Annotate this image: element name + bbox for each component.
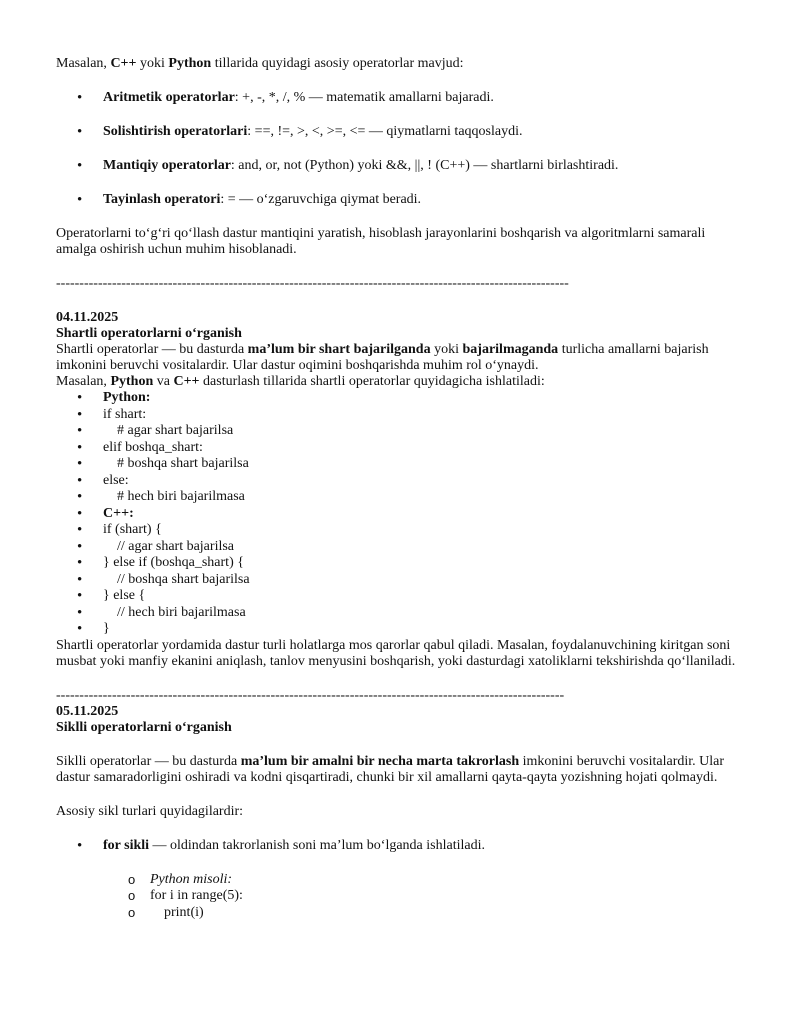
code-line: • }: [56, 621, 746, 638]
intro-paragraph: [56, 56, 746, 72]
code-line: • if shart:: [56, 407, 746, 424]
section2-title: Siklli operatorlarni o‘rganish: [56, 719, 232, 735]
operators-summary: Operatorlarni to‘g‘ri qo‘llash dastur mantiqini yaratish, hisoblash jarayonlarini boshqarish va algoritmlarni samarali amalga oshirish uchun muhim hisoblanadi.: [56, 226, 706, 257]
for-example-list: [56, 872, 746, 922]
code-line: o print(i): [56, 905, 746, 922]
intro-mid: yoki: [136, 56, 169, 71]
list-item-logical: • Mantiqiy operatorlar: and, or, not (Python) yoki &&, ||, ! (C++) — shartlarni birlashtiradi.: [56, 158, 746, 174]
spacer: [56, 258, 746, 276]
section1-example-intro: Masalan, Python va C++ dasturlash tillarida shartli operatorlar quyidagicha ishlatiladi:: [56, 374, 545, 389]
intro-suffix: tillarida quyidagi asosiy operatorlar mavjud:: [211, 56, 464, 71]
section1-date: 04.11.2025: [56, 310, 119, 325]
separator-line: --------------------------------------------------------------------------------------------------------------: [56, 276, 569, 291]
spacer: [56, 786, 746, 804]
list-item-python-label: • Python:: [56, 390, 746, 407]
conditional-code-list: [56, 390, 746, 638]
code-line: • // hech biri bajarilmasa: [56, 605, 746, 622]
section2-date: 05.11.2025: [56, 703, 119, 719]
code-line: • // agar shart bajarilsa: [56, 539, 746, 556]
list-item-cpp-label: • C++:: [56, 506, 746, 523]
code-line: • elif boshqa_shart:: [56, 440, 746, 457]
code-line: • # boshqa shart bajarilsa: [56, 456, 746, 473]
spacer: [56, 820, 746, 838]
code-line: • else:: [56, 473, 746, 490]
code-line: • # hech biri bajarilmasa: [56, 489, 746, 506]
section2-types-intro: Asosiy sikl turlari quyidagilardir:: [56, 803, 244, 819]
list-item-for-loop: • for sikli — oldindan takrorlanish soni ma’lum bo‘lganda ishlatiladi.: [56, 838, 746, 854]
operators-list: [56, 90, 746, 208]
loop-types-list: [56, 838, 746, 854]
list-item-assignment: • Tayinlash operatori: = — o‘zgaruvchiga qiymat beradi.: [56, 192, 746, 208]
list-item-comparison: • Solishtirish operatorlari: ==, !=, >, <, >=, <= — qiymatlarni taqqoslaydi.: [56, 124, 746, 140]
document-page: [56, 56, 746, 921]
code-line: • # agar shart bajarilsa: [56, 423, 746, 440]
spacer: [56, 670, 746, 688]
section1-title: Shartli operatorlarni o‘rganish: [56, 326, 242, 341]
list-item-arithmetic: • Aritmetik operatorlar: +, -, *, /, % — matematik amallarni bajaradi.: [56, 90, 746, 106]
separator-line: -------------------------------------------------------------------------------------------------------------: [56, 687, 565, 703]
section2-description: Siklli operatorlar — bu dasturda ma’lum bir amalni bir necha marta takrorlash imkonini beruvchi vositalardir. Ular dastur samaradorligini oshiradi va kodni qisqartiradi, chunki bir xil amallarni qayta-qayta yozishning hojati qolmaydi.: [56, 753, 725, 785]
code-line: • if (shart) {: [56, 522, 746, 539]
section1-summary: Shartli operatorlar yordamida dastur turli holatlarga mos qarorlar qabul qiladi. Masalan, foydalanuvchining kiritgan soni musbat yoki manfiy ekanini aniqlash, tanlov menyusini boshqarish, yoki dasturdagi xatoliklarni tekshirishda qo‘llaniladi.: [56, 637, 736, 669]
intro-python: Python: [168, 56, 212, 71]
code-line: • // boshqa shart bajarilsa: [56, 572, 746, 589]
intro-prefix: Masalan,: [56, 56, 111, 71]
sub-item-example-label: o Python misoli:: [56, 872, 746, 889]
spacer: [56, 736, 746, 754]
intro-cpp: C++: [110, 56, 137, 71]
spacer: [56, 292, 746, 310]
section1-description: Shartli operatorlar — bu dasturda ma’lum bir shart bajarilganda yoki bajarilmaganda turlicha amallarni bajarish imkonini beruvchi vositalardir. Ular dastur oqimini boshqarishda muhim rol o‘ynaydi.: [56, 342, 709, 373]
code-line: • } else {: [56, 588, 746, 605]
code-line: • } else if (boshqa_shart) {: [56, 555, 746, 572]
code-line: o for i in range(5):: [56, 888, 746, 905]
